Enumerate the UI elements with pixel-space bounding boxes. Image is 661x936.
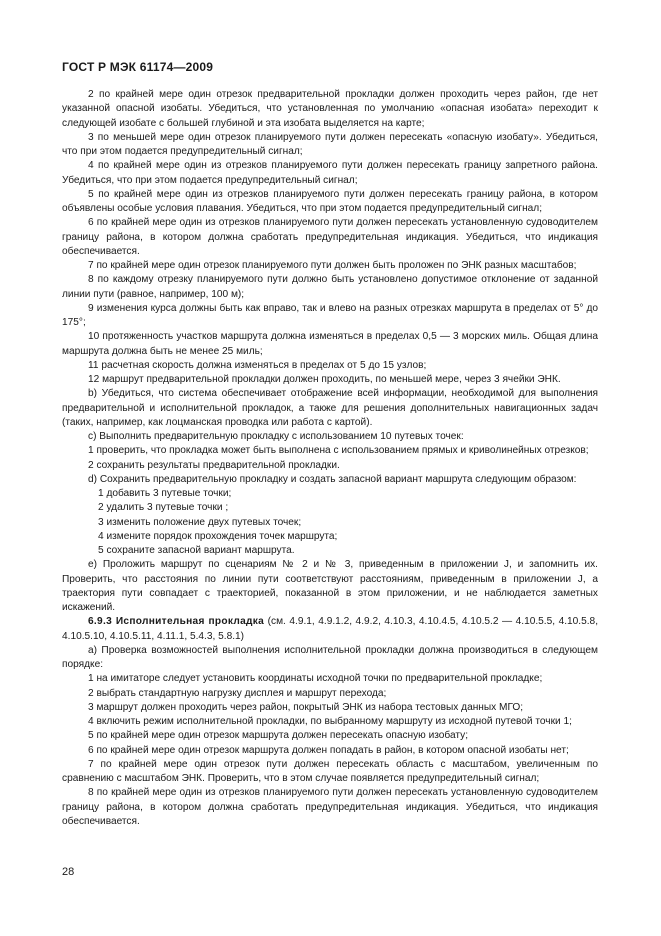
page-number: 28 xyxy=(62,866,75,878)
list-item: 2 удалить 3 путевые точки ; xyxy=(98,502,229,514)
paragraph: 2 по крайней мере один отрезок предварительной прокладки должен проходить через район, где нет указанной опасной изобаты. Убедиться, что установленная по умолчанию «опасная изобата» переходит к следующей изобате с большей глубиной и эта изобата выделяется на карте; xyxy=(62,89,598,129)
list-item: 5 сохраните запасной вариант маршрута. xyxy=(98,545,295,556)
paragraph: 6 по крайней мере один отрезок маршрута должен попадать в район, в котором опасной изобаты нет; xyxy=(88,744,569,756)
list-item: 1 добавить 3 путевые точки; xyxy=(98,488,232,499)
paragraph: 5 по крайней мере один из отрезков планируемого пути должен пересекать границу района, в котором объявлены особые условия плавания. Убедиться, что при этом подается предупредительный сигнал; xyxy=(62,188,598,214)
paragraph: b) Убедиться, что система обеспечивает отображение всей информации, необходимой для выполнения предварительной и исполнительной прокладок, а также для решения дополнительных навигационных задач (таких, например, как лоцманская проводка или работа с картой). xyxy=(62,388,598,428)
paragraph: 2 сохранить результаты предварительной прокладки. xyxy=(88,459,340,471)
page-header-standard-title: ГОСТ Р МЭК 61174—2009 xyxy=(62,60,214,74)
document-body xyxy=(62,88,598,829)
paragraph: 8 по крайней мере один из отрезков планируемого пути должен пересекать установленную судоводителем границу района, в котором должна сработать предупредительная индикация. Убедиться, что индикация обеспечивается. xyxy=(62,787,598,827)
paragraph: 3 маршрут должен проходить через район, покрытый ЭНК из набора тестовых данных МГО; xyxy=(88,701,524,713)
paragraph: e) Проложить маршрут по сценариям № 2 и № 3, приведенным в приложении J, и запомнить их. Проверить, что расстояния по линии пути соответствуют расстояниям, приведенным в приложении J, а траектория пути совпадает с траекторией, показанной в этом приложении, и не наблюдается заметных искажений. xyxy=(62,559,598,613)
paragraph: 9 изменения курса должны быть как вправо, так и влево на разных отрезках маршрута в пределах от 5° до 175°; xyxy=(62,302,598,328)
paragraph: 12 маршрут предварительной прокладки должен проходить, по меньшей мере, через 3 ячейки ЭНК. xyxy=(88,374,561,385)
paragraph: d) Сохранить предварительную прокладку и создать запасной вариант маршрута следующим образом: xyxy=(88,473,577,485)
paragraph: 2 выбрать стандартную нагрузку дисплея и маршрут перехода; xyxy=(88,687,387,699)
list-item: 4 измените порядок прохождения точек маршрута; xyxy=(98,530,338,542)
paragraph: 11 расчетная скорость должна изменяться в пределах от 5 до 15 узлов; xyxy=(88,359,427,371)
paragraph: 6 по крайней мере один из отрезков планируемого пути должен пересекать установленную судоводителем границу района, в котором должна сработать предупредительная индикация. Убедиться, что индикация обеспечивается. xyxy=(62,217,598,257)
paragraph: 8 по каждому отрезку планируемого пути должно быть установлено допустимое отклонение от заданной линии пути (равное, например, 100 м); xyxy=(62,274,598,300)
section-references: (см. 4.9.1, 4.9.1.2, 4.9.2, 4.10.3, 4.10.4.5, 4.10.5.2 — 4.10.5.5, 4.10.5.8, 4.10.5.10, 4.10.5.11, 4.11.1, 5.4.3, 5.8.1) xyxy=(62,616,599,642)
section-heading-paragraph xyxy=(62,615,598,644)
paragraph: 7 по крайней мере один отрезок пути должен пересекать область с масштабом, увеличенным по сравнению с масштабом ЭНК. Проверить, что в этом случае появляется предупредительный сигнал; xyxy=(62,758,598,784)
paragraph: a) Проверка возможностей выполнения исполнительной прокладки должна производиться в следующем порядке: xyxy=(62,644,598,670)
paragraph: 1 проверить, что прокладка может быть выполнена с использованием прямых и криволинейных отрезков; xyxy=(88,445,589,457)
paragraph: 3 по меньшей мере один отрезок планируемого пути должен пересекать «опасную изобату». Убедиться, что при этом подается предупредительный сигнал; xyxy=(62,131,598,157)
paragraph: 5 по крайней мере один отрезок маршрута должен пересекать опасную изобату; xyxy=(88,730,469,742)
paragraph: c) Выполнить предварительную прокладку с использованием 10 путевых точек: xyxy=(88,431,464,442)
list-item: 3 изменить положение двух путевых точек; xyxy=(98,516,302,528)
paragraph: 4 по крайней мере один из отрезков планируемого пути должен пересекать границу запретного района. Убедиться, что при этом подается предупредительный сигнал; xyxy=(62,160,598,186)
paragraph: 10 протяженность участков маршрута должна изменяться в пределах 0,5 — 3 морских миль. Общая длина маршрута должна быть не менее 25 миль; xyxy=(62,331,598,357)
paragraph: 7 по крайней мере один отрезок планируемого пути должен быть проложен по ЭНК разных масштабов; xyxy=(88,260,577,271)
paragraph: 4 включить режим исполнительной прокладки, по выбранному маршруту из исходной путевой точки 1; xyxy=(88,716,572,727)
paragraph: 1 на имитаторе следует установить координаты исходной точки по предварительной прокладке; xyxy=(88,673,543,685)
section-heading: 6.9.3 Исполнительная прокладка xyxy=(88,616,265,628)
